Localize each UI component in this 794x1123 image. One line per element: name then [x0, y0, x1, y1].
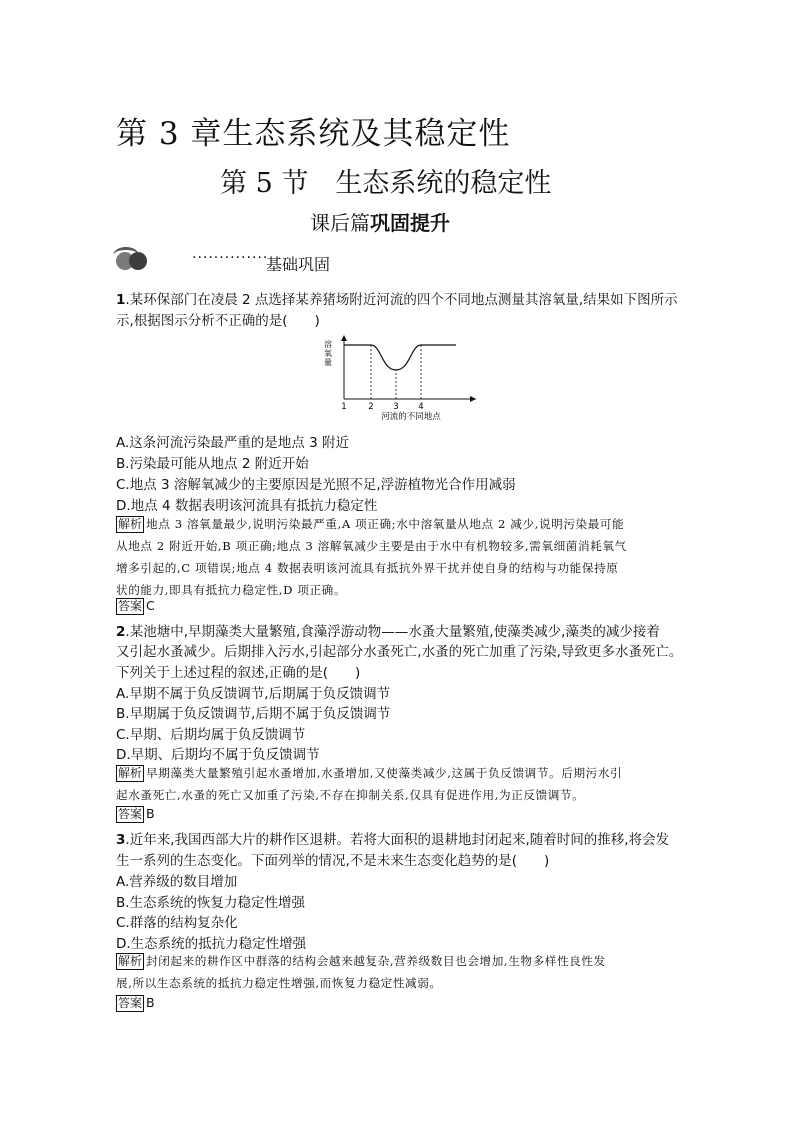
q2-option: C.早期、后期均属于负反馈调节	[116, 727, 306, 743]
q2-option: A.早期不属于负反馈调节,后期属于负反馈调节	[116, 686, 391, 702]
q3-option: D.生态系统的抵抗力稳定性增强	[116, 936, 307, 952]
q2-answer: 答案 B	[118, 806, 155, 821]
q3-number: 3	[116, 832, 126, 848]
band-arc-icon	[113, 247, 139, 264]
y-axis-arrow-icon	[341, 335, 347, 341]
q1-answer: 答案 C	[118, 598, 155, 613]
q2-stem-line: 又引起水蚤减少。后期排入污水,引起部分水蚤死亡,水蚤的死亡加重了污染,导致更多水蚤死亡。	[116, 644, 683, 660]
chapter-title: 第 3 章生态系统及其稳定性	[116, 116, 511, 152]
q1-analysis-line: 解析 地点 3 溶氧量最少,说明污染最严重,A 项正确;水中溶氧量从地点 2 减少,说明污染最可能	[118, 517, 625, 531]
q3-stem-line: 生一系列的生态变化。下面列举的情况,不是未来生态变化趋势的是( )	[116, 853, 550, 869]
analysis-tag: 解析	[118, 954, 143, 968]
q3-stem-line: 3.近年来,我国西部大片的耕作区退耕。若将大面积的退耕地封闭起来,随着时间的推移,将会发	[116, 832, 670, 848]
q3-analysis-line: 解析 封闭起来的耕作区中群落的结构会越来越复杂,营养级数目也会增加,生物多样性良性发	[118, 954, 606, 968]
q2-stem-line: 2.某池塘中,早期藻类大量繁殖,食藻浮游动物——水蚤大量繁殖,使藻类减少,藻类的减少接着	[116, 624, 660, 640]
x-tick-label: 4	[418, 402, 424, 412]
x-axis-arrow-icon	[470, 396, 476, 402]
section-title: 第 5 节 生态系统的稳定性	[220, 168, 552, 199]
q1-option: D.地点 4 数据表明该河流具有抵抗力稳定性	[116, 498, 378, 514]
q1-analysis-line: 状的能力,即具有抵抗力稳定性,D 项正确。	[116, 583, 347, 597]
subtitle-plain: 课后篇	[310, 211, 370, 235]
y-axis-label-char: 溶	[324, 340, 332, 349]
x-tick-label: 3	[393, 402, 399, 412]
q1-stem-line: 1.某环保部门在凌晨 2 点选择某养猪场附近河流的四个不同地点测量其溶氧量,结果如下图所示	[116, 292, 678, 308]
band-dots: ··············	[192, 250, 269, 266]
q2-stem-line: 下列关于上述过程的叙述,正确的是( )	[116, 665, 361, 681]
dissolved-oxygen-chart	[320, 333, 480, 425]
q2-analysis-line: 解析 早期藻类大量繁殖引起水蚤增加,水蚤增加,又使藻类减少,这属于负反馈调节。后期污水引	[118, 766, 623, 780]
x-tick-label: 1	[341, 402, 347, 412]
x-axis-label: 河流的不同地点	[381, 412, 441, 422]
q2-option: D.早期、后期均不属于负反馈调节	[116, 747, 320, 763]
q3-answer: 答案 B	[118, 995, 155, 1010]
answer-tag: 答案	[118, 807, 143, 821]
answer-tag: 答案	[118, 599, 143, 613]
q2-analysis-line: 起水蚤死亡,水蚤的死亡又加重了污染,不存在抑制关系,仅具有促进作用,为正反馈调节。	[116, 788, 585, 802]
q1-option: C.地点 3 溶解氧减少的主要原因是光照不足,浮游植物光合作用减弱	[116, 477, 516, 493]
q1-option: A.这条河流污染最严重的是地点 3 附近	[116, 435, 349, 451]
q3-option: A.营养级的数目增加	[116, 874, 238, 890]
q1-stem-line: 示,根据图示分析不正确的是( )	[116, 313, 320, 329]
q1-analysis-line: 从地点 2 附近开始,B 项正确;地点 3 溶解氧减少主要是由于水中有机物较多,需氧细菌消耗氧气	[116, 539, 627, 553]
band-title: 基础巩固	[266, 255, 331, 274]
q1-option: B.污染最可能从地点 2 附近开始	[116, 456, 309, 472]
y-axis-label-char: 氧	[324, 349, 332, 358]
analysis-tag: 解析	[118, 517, 143, 531]
subtitle-bold: 巩固提升	[370, 211, 450, 235]
q3-option: C.群落的结构复杂化	[116, 915, 238, 931]
q1-number: 1	[116, 292, 126, 308]
q3-analysis-line: 展,所以生态系统的抵抗力稳定性增强,而恢复力稳定性减弱。	[116, 976, 442, 990]
section-band	[116, 246, 356, 278]
q1-analysis-line: 增多引起的,C 项错误;地点 4 数据表明该河流具有抵抗外界干扰并使自身的结构与功能保持原	[116, 561, 619, 575]
y-axis-label-char: 量	[324, 358, 332, 367]
analysis-tag: 解析	[118, 766, 143, 780]
answer-tag: 答案	[118, 996, 143, 1010]
x-tick-label: 2	[368, 402, 374, 412]
q3-option: B.生态系统的恢复力稳定性增强	[116, 895, 306, 911]
oxygen-series-line	[344, 345, 456, 370]
q2-number: 2	[116, 624, 126, 640]
q2-option: B.早期属于负反馈调节,后期不属于负反馈调节	[116, 706, 391, 722]
subtitle	[310, 207, 450, 236]
